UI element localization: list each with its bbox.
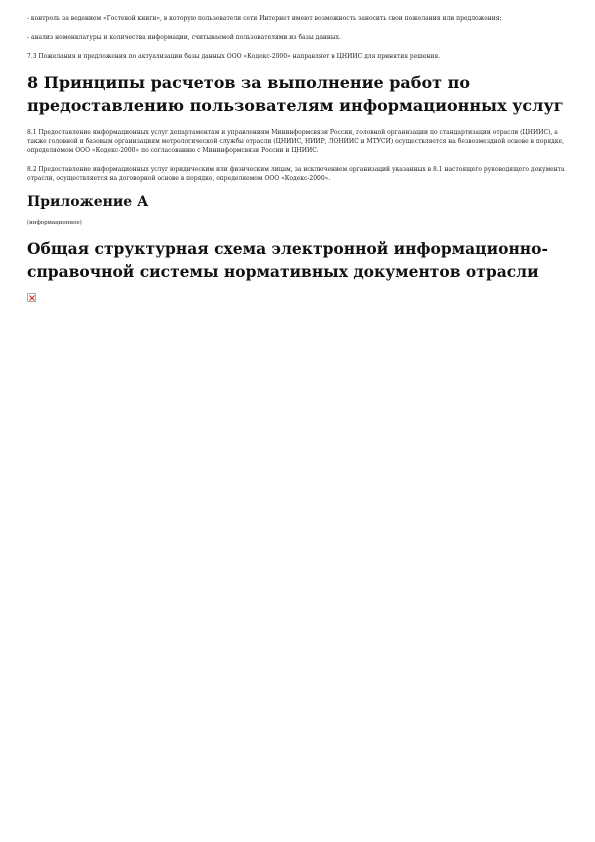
paragraph-analysis: - анализ номенклатуры и количества информации, считываемой пользователями из базы данных. — [27, 34, 341, 41]
document-page — [27, 14, 567, 302]
appendix-heading: Приложение А — [27, 194, 149, 210]
appendix-note: (информационное) — [27, 220, 82, 226]
broken-image-x-icon — [29, 295, 35, 301]
broken-image-icon — [27, 293, 36, 302]
section-8-heading: 8 Принципы расчетов за выполнение работ по предоставлению пользователям информационных услуг — [27, 73, 564, 115]
paragraph-8-2: 8.2 Предоставление информационных услуг юридическим или физическим лицам, за исключением организаций указанных в 8.1 настоящего руководящего документа отрасли, осуществляется на договорной основе в порядке, определяемом ООО «Кодекс-2000». — [27, 166, 565, 182]
paragraph-7-3: 7.3 Пожелания и предложения по актуализации базы данных ООО «Кодекс-2000» направляет в ЦНИИС для принятия решения. — [27, 53, 441, 60]
schema-heading: Общая структурная схема электронной информационно-справочной системы нормативных документов отрасли — [27, 239, 548, 281]
paragraph-guestbook: - контроль за ведением «Гостевой книги», в которую пользователи сети Интернет имеют возможность заносить свои пожелания или предложения; — [27, 15, 502, 22]
paragraph-8-1: 8.1 Предоставление информационных услуг департаментам и управлениям Мининформсвязи России, головной организации по стандартизации отрасли (ЦНИИС), а также головной и базовым организациям метрологической службы отрасли (ЦНИИС, НИИР, ЛОНИИС и МТУСИ) осуществляется на безвозмездной основе в порядке, определяемом ООО «Кодекс-2000» по согласованию с Мининформсвязи России и ЦНИИС. — [27, 129, 565, 154]
